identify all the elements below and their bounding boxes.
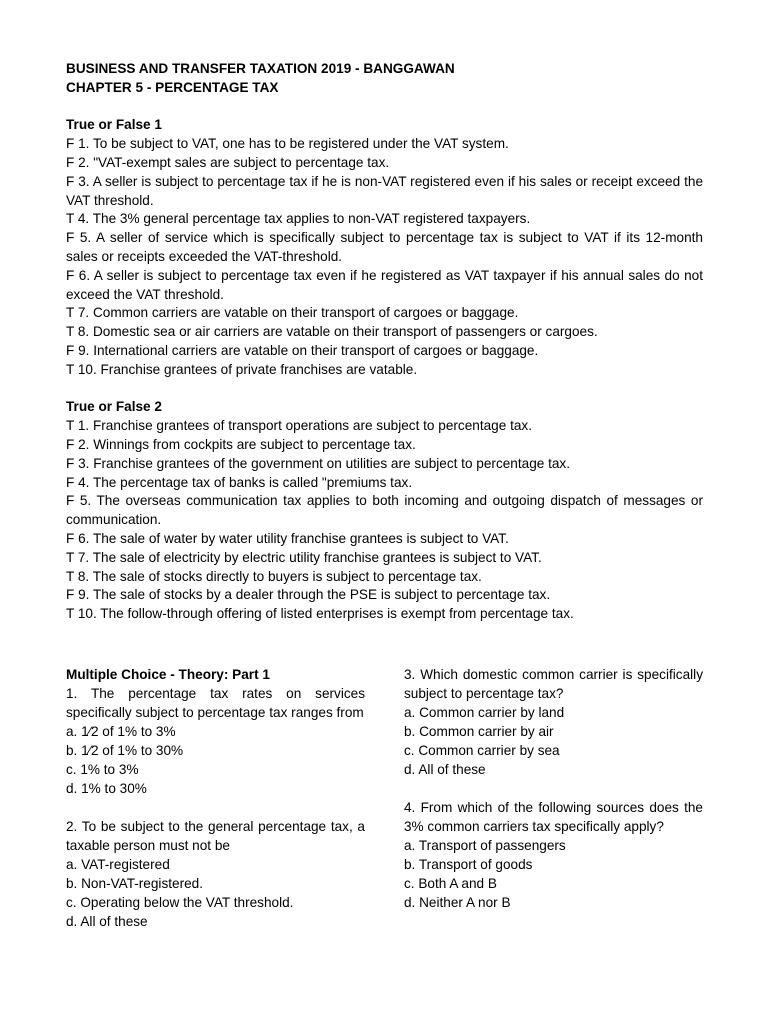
true-false-2-section	[66, 398, 703, 624]
question-option: c. 1% to 3%	[66, 762, 139, 777]
tf1-item: T 10. Franchise grantees of private franchises are vatable.	[66, 361, 418, 377]
true-false-1-section	[66, 116, 703, 379]
question-stem: 1. The percentage tax rates on services specifically subject to percentage tax ranges from	[66, 686, 365, 720]
question-2	[66, 817, 365, 931]
question-3	[404, 665, 703, 779]
question-stem: 4. From which of the following sources does the 3% common carriers tax specifically apply?	[404, 800, 703, 834]
tf2-item: F 3. Franchise grantees of the government on utilities are subject to percentage tax.	[66, 455, 571, 471]
tf2-item: T 10. The follow-through offering of listed enterprises is exempt from percentage tax.	[66, 606, 574, 622]
left-column	[66, 665, 365, 950]
tf2-item: F 4. The percentage tax of banks is called "premiums tax.	[66, 474, 413, 490]
chapter-title: CHAPTER 5 - PERCENTAGE TAX	[66, 79, 279, 95]
question-option: c. Common carrier by sea	[404, 743, 560, 758]
tf1-item: F 6. A seller is subject to percentage tax even if he registered as VAT taxpayer if his annual sales do not exceed the VAT threshold.	[66, 267, 703, 302]
question-option: c. Both A and B	[404, 876, 497, 891]
document-title: BUSINESS AND TRANSFER TAXATION 2019 - BANGGAWAN	[66, 61, 455, 76]
tf1-item: T 8. Domestic sea or air carriers are vatable on their transport of passengers or cargoes.	[66, 324, 598, 340]
question-1	[66, 684, 365, 798]
section-title: True or False 1	[66, 117, 162, 133]
tf1-item: T 7. Common carriers are vatable on their transport of cargoes or baggage.	[66, 305, 519, 321]
tf1-item: F 5. A seller of service which is specifically subject to percentage tax is subject to VAT if its 12-month sales or receipts exceeded the VAT-threshold.	[66, 230, 703, 264]
tf2-item: F 6. The sale of water by water utility franchise grantees is subject to VAT.	[66, 530, 509, 546]
question-option: d. All of these	[404, 762, 486, 777]
question-option: b. Transport of goods	[404, 857, 533, 872]
section-title: Multiple Choice - Theory: Part 1	[66, 667, 270, 682]
tf1-item: F 3. A seller is subject to percentage tax if he is non-VAT registered even if his sales or receipt exceed the VAT threshold.	[66, 173, 703, 208]
tf1-item: F 9. International carriers are vatable on their transport of cargoes or baggage.	[66, 342, 539, 358]
tf2-item: F 5. The overseas communication tax applies to both incoming and outgoing dispatch of messages or communication.	[66, 493, 703, 528]
question-option: a. VAT-registered	[66, 857, 170, 872]
document-page	[66, 60, 703, 624]
question-option: b. 1⁄2 of 1% to 30%	[66, 743, 184, 758]
tf1-item: F 2. "VAT-exempt sales are subject to percentage tax.	[66, 154, 390, 170]
question-option: d. 1% to 30%	[66, 781, 147, 796]
tf2-item: F 9. The sale of stocks by a dealer through the PSE is subject to percentage tax.	[66, 587, 551, 603]
question-option: b. Non-VAT-registered.	[66, 876, 203, 891]
question-stem: 3. Which domestic common carrier is specifically subject to percentage tax?	[404, 667, 703, 701]
question-option: a. 1⁄2 of 1% to 3%	[66, 724, 176, 739]
question-option: a. Transport of passengers	[404, 838, 566, 853]
tf1-item: T 4. The 3% general percentage tax applies to non-VAT registered taxpayers.	[66, 211, 531, 227]
question-option: b. Common carrier by air	[404, 724, 554, 739]
tf2-item: T 8. The sale of stocks directly to buyers is subject to percentage tax.	[66, 568, 482, 584]
question-stem: 2. To be subject to the general percentage tax, a taxable person must not be	[66, 819, 365, 853]
question-option: a. Common carrier by land	[404, 705, 565, 720]
question-option: d. All of these	[66, 914, 148, 929]
question-option: c. Operating below the VAT threshold.	[66, 895, 294, 910]
tf2-item: F 2. Winnings from cockpits are subject to percentage tax.	[66, 436, 416, 452]
right-column	[404, 665, 703, 950]
question-option: d. Neither A nor B	[404, 895, 511, 910]
tf2-item: T 1. Franchise grantees of transport operations are subject to percentage tax.	[66, 418, 532, 434]
section-title: True or False 2	[66, 399, 162, 415]
question-4	[404, 798, 703, 912]
tf2-item: T 7. The sale of electricity by electric utility franchise grantees is subject to VAT.	[66, 549, 542, 565]
multiple-choice-section	[66, 665, 703, 950]
tf1-item: F 1. To be subject to VAT, one has to be registered under the VAT system.	[66, 136, 509, 152]
